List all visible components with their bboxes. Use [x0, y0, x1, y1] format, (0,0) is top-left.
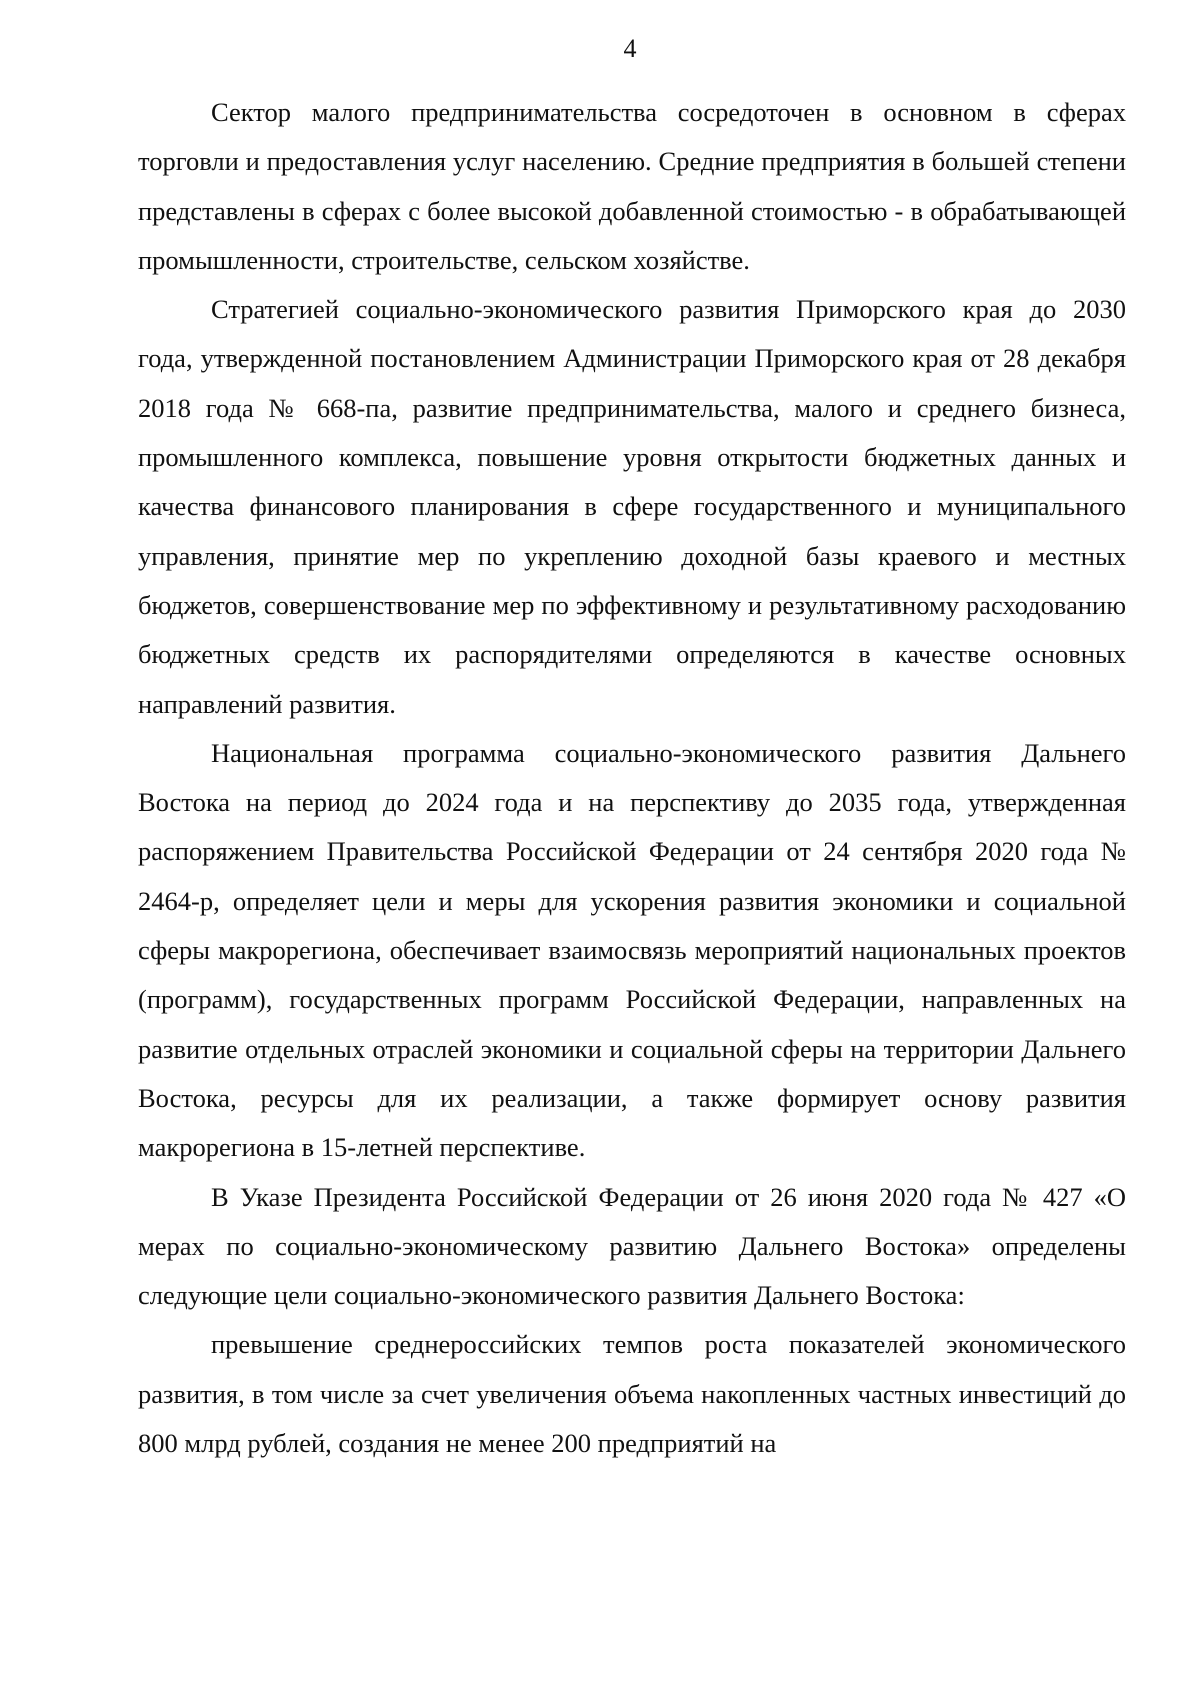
paragraph-primorsky-strategy: Стратегией социально-экономического развития Приморского края до 2030 года, утвержденной постановлением Администрации Приморского края от 28 декабря 2018 года № 668-па, развитие предпринимательства, малого и среднего бизнеса, промышленного комплекса, повышение уровня открытости бюджетных данных и качества финансового планирования в сфере государственного и муниципального управления, принятие мер по укреплению доходной базы краевого и местных бюджетов, совершенствование мер по эффективному и результативному расходованию бюджетных средств их распорядителями определяются в качестве основных направлений развития. [138, 294, 1126, 719]
page-number: 4 [623, 34, 637, 63]
body-text [138, 88, 1126, 1468]
paragraph-national-program: Национальная программа социально-экономического развития Дальнего Востока на период до 2024 года и на перспективу до 2035 года, утвержденная распоряжением Правительства Российской Федерации от 24 сентября 2020 года № 2464-р, определяет цели и меры для ускорения развития экономики и социальной сферы макрорегиона, обеспечивает взаимосвязь мероприятий национальных проектов (программ), государственных программ Российской Федерации, направленных на развитие отдельных отраслей экономики и социальной сферы на территории Дальнего Востока, ресурсы для их реализации, а также формирует основу развития макрорегиона в 15-летней перспективе. [138, 737, 1126, 1163]
paragraph-presidential-decree: В Указе Президента Российской Федерации от 26 июня 2020 года № 427 «О мерах по социально-экономическому развитию Дальнего Востока» определены следующие цели социально-экономического развития Дальнего Востока: [138, 1181, 1126, 1311]
paragraph-small-business: Сектор малого предпринимательства сосредоточен в основном в сферах торговли и предоставления услуг населению. Средние предприятия в большей степени представлены в сферах с более высокой добавленной стоимостью - в обрабатывающей промышленности, строительстве, сельском хозяйстве. [138, 97, 1126, 275]
paragraph-goal-growth: превышение среднероссийских темпов роста показателей экономического развития, в том числе за счет увеличения объема накопленных частных инвестиций до 800 млрд рублей, создания не менее 200 предприятий на [138, 1329, 1126, 1459]
